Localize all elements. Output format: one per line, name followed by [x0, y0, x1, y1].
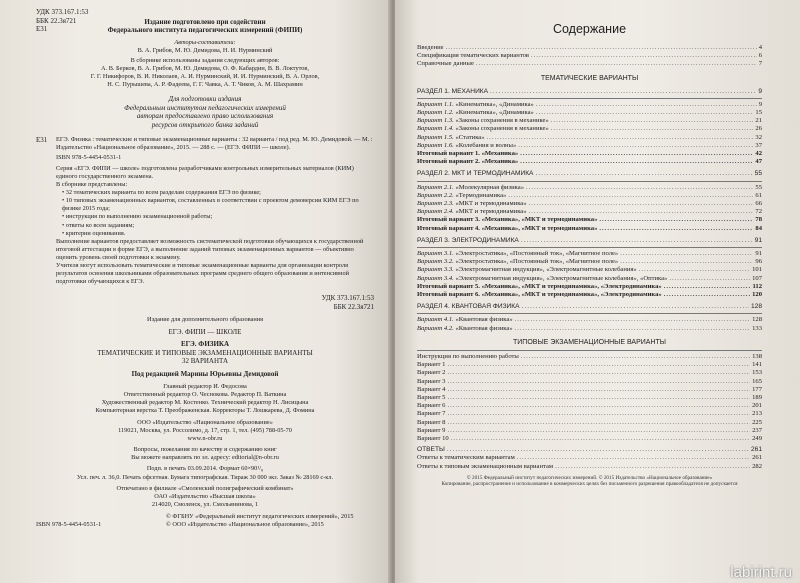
toc-leader-dots	[447, 361, 750, 369]
toc-row-text: «МКТ и термодинамика»	[455, 200, 527, 208]
bullet-5: • критерии оценивания.	[62, 229, 126, 237]
toc-row-text: Вариант 6	[417, 402, 446, 410]
toc-row-label	[417, 291, 662, 299]
authors-label: Авторы-составители:	[174, 38, 236, 46]
toc-variant-number: Вариант 1.1.	[417, 100, 454, 108]
toc-row-label	[417, 200, 527, 208]
toc-row-text: Вариант 9	[417, 426, 446, 434]
toc-row-text: Ответы к тематическим вариантам	[417, 454, 515, 462]
toc-page-number: 32	[755, 133, 762, 141]
toc-page-number: 225	[752, 418, 762, 426]
toc-row-text: «Квантовая физика»	[455, 324, 513, 332]
toc-leader-dots	[451, 435, 750, 443]
toc-row-label	[417, 192, 506, 200]
toc-row-label	[417, 454, 515, 462]
toc-row-label	[417, 44, 444, 52]
answers-page: 261	[750, 446, 762, 454]
toc-row-text: Итоговый вариант 5. «Механика», «МКТ и термодинамика», «Электродинамика»	[417, 282, 662, 290]
toc-typical-row	[417, 394, 762, 402]
left-page	[0, 0, 392, 583]
toc-leader-dots	[447, 419, 750, 427]
toc-row-label	[417, 258, 618, 266]
toc-row-label	[417, 250, 618, 258]
section-title: РАЗДЕЛ 4. КВАНТОВАЯ ФИЗИКА	[417, 303, 520, 311]
toc-row-label	[417, 386, 445, 394]
udk-bottom: УДК 373.167.1:53	[321, 294, 374, 303]
toc-row-text: Итоговый вариант 4. «Механика», «МКТ и термодинамика»	[417, 224, 598, 232]
toc-leader-dots	[551, 117, 754, 125]
toc-row-text: Спецификация тематических вариантов	[417, 52, 530, 60]
variants-count: 32 ВАРИАНТА	[181, 357, 229, 366]
toc-page-number: 165	[752, 377, 762, 385]
toc-page-number: 213	[752, 410, 762, 418]
toc-typical-row	[417, 369, 762, 377]
toc-row-text: «Термодинамика»	[455, 191, 507, 199]
toc-variant-row	[417, 325, 762, 333]
toc-row-text: Вариант 10	[417, 434, 449, 442]
editor: Под редакцией Марины Юрьевны Демидовой	[131, 369, 279, 378]
toc-row-label	[417, 125, 549, 133]
toc-row-text: Справочные данные	[417, 60, 474, 68]
toc-row-text: «Электростатика», «Постоянный ток», «Магнитное поле»	[455, 250, 619, 258]
section-rule	[417, 247, 762, 248]
toc-row-text: Итоговый вариант 2. «Механика»	[417, 158, 519, 166]
toc-row-label	[417, 325, 513, 333]
toc-leader-dots	[529, 208, 754, 216]
copyright-2: © ООО «Издательство «Национальное образование», 2015	[166, 520, 324, 528]
credits-3: Художественный редактор М. Костенко. Технический редактор Н. Лисицына	[101, 398, 309, 406]
toc-typical-row	[417, 427, 762, 435]
toc-typical-row	[417, 353, 762, 361]
toc-final-variant-row	[417, 283, 762, 291]
toc-page-number: 42	[755, 150, 762, 158]
bullet-2: • 10 типовых экзаменационных вариантов, составленных в соответствии с проектом демоверсии КИМ ЕГЭ по физике 2015 года;	[62, 197, 359, 213]
toc-leader-dots	[515, 325, 750, 333]
toc-answers-row	[417, 454, 762, 462]
toc-footer-2: Копирование, распространение и использование в коммерческих целях без письменного разрешения правообладателя не допускается	[441, 481, 738, 488]
toc-row-text: Итоговый вариант 1. «Механика»	[417, 150, 519, 158]
toc-leader-dots	[529, 200, 754, 208]
toc-row-label	[417, 427, 445, 435]
toc-final-variant-row	[417, 150, 762, 158]
toc-row-text: «Кинематика», «Динамика»	[455, 100, 534, 108]
toc-leader-dots	[536, 109, 754, 117]
toc-row-label	[417, 109, 534, 117]
toc-variant-number: Вариант 3.1.	[417, 250, 454, 258]
bullet-3: • инструкция по выполнению экзаменационной работы;	[62, 213, 213, 221]
toc-leader-dots	[536, 101, 757, 109]
toc-row-label	[417, 463, 553, 471]
toc-variant-number: Вариант 2.1.	[417, 183, 454, 191]
toc-leader-dots	[447, 427, 750, 435]
toc-leader-dots	[446, 44, 757, 52]
toc-page-number: 78	[755, 216, 762, 224]
toc-leader-dots	[639, 266, 750, 274]
book-subtitle: ТЕМАТИЧЕСКИЕ И ТИПОВЫЕ ЭКЗАМЕНАЦИОННЫЕ ВАРИАНТЫ	[97, 348, 313, 357]
toc-page-number: 21	[755, 117, 762, 125]
section-page: 128	[750, 303, 762, 311]
toc-leader-dots	[521, 237, 753, 245]
bullet-4: • ответы ко всем заданиям;	[62, 221, 135, 229]
toc-row-text: «Колебания и волны»	[455, 141, 517, 149]
toc-row-label	[417, 101, 534, 109]
toc-leader-dots	[487, 134, 754, 142]
prepared-line: Издание подготовлено при содействии	[144, 17, 266, 26]
publisher-3: www.n-obr.ru	[187, 435, 223, 443]
for-prep: Для подготовки издания	[168, 95, 242, 104]
toc-row-text: Инструкция по выполнению работы	[417, 352, 519, 360]
toc-row-label	[417, 419, 445, 427]
toc-page-number: 37	[755, 141, 762, 149]
series: ЕГЭ. ФИПИ — ШКОЛЕ	[168, 327, 242, 336]
toc-typical-row	[417, 402, 762, 410]
toc-row-label	[417, 402, 445, 410]
toc-variant-number: Вариант 1.6.	[417, 141, 454, 149]
toc-row-text: «МКТ и термодинамика»	[455, 208, 527, 216]
toc-row-label	[417, 225, 597, 233]
toc-intro-row	[417, 60, 762, 68]
toc-variant-number: Вариант 1.5.	[417, 133, 454, 141]
toc-row-label	[417, 216, 597, 224]
toc-leader-dots	[555, 463, 750, 471]
also-used: В сборнике использованы задания следующих авторов:	[130, 56, 280, 64]
toc-variant-row	[417, 109, 762, 117]
toc-leader-dots	[520, 150, 753, 158]
toc-page-number: 72	[755, 208, 762, 216]
italic-line-2: авторам предоставлено право использования	[136, 112, 274, 121]
toc-row-label	[417, 361, 445, 369]
bottom-imprint	[36, 513, 374, 529]
section-title: РАЗДЕЛ 1. МЕХАНИКА	[417, 87, 489, 95]
toc-leader-dots	[664, 283, 751, 291]
toc-row-text: «Кинематика», «Динамика»	[455, 109, 534, 117]
annotation-2: В сборнике представлены:	[56, 181, 128, 189]
toc-page-number: 96	[755, 258, 762, 266]
toc-leader-dots	[518, 142, 753, 150]
italic-line-3: ресурсов открытого банка заданий	[151, 121, 259, 130]
toc-page-number: 141	[752, 361, 762, 369]
toc-row-label	[417, 316, 513, 324]
toc-page-number: 7	[758, 60, 762, 68]
toc-page-number: 101	[752, 266, 762, 274]
toc-typical-row	[417, 361, 762, 369]
toc-leader-dots	[620, 250, 753, 258]
toc-typical-row	[417, 386, 762, 394]
toc-answers-row	[417, 463, 762, 471]
toc-variant-row	[417, 192, 762, 200]
toc-variant-number: Вариант 3.3.	[417, 266, 454, 274]
toc-page-number: 128	[752, 316, 762, 324]
toc-leader-dots	[447, 369, 750, 377]
toc-leader-dots	[515, 316, 750, 324]
toc-row-label	[417, 184, 524, 192]
toc-variant-number: Вариант 2.2.	[417, 191, 454, 199]
toc-variant-number: Вариант 2.4.	[417, 208, 454, 216]
toc-variant-row	[417, 258, 762, 266]
toc-page-number: 112	[752, 282, 762, 290]
copyright-1: © ФГБНУ «Федеральный институт педагогических измерений», 2015	[166, 512, 354, 520]
toc-row-text: «Электромагнитная индукция», «Электромагнитные колебания»	[455, 266, 637, 274]
printed-1: Отпечатано в филиале «Смоленский полиграфический комбинат»	[116, 484, 294, 492]
toc-row-label	[417, 410, 445, 418]
toc-leader-dots	[447, 402, 750, 410]
toc-variant-number: Вариант 1.3.	[417, 117, 454, 125]
toc-leader-dots	[508, 192, 753, 200]
publisher-2: 119021, Москва, ул. Россолимо, д. 17, стр. 1, тел. (495) 788-05-70	[118, 427, 292, 435]
toc-leader-dots	[476, 60, 757, 68]
toc-row-text: Вариант 7	[417, 410, 446, 418]
answers-title: ОТВЕТЫ	[417, 446, 445, 454]
toc-page-number: 66	[755, 200, 762, 208]
toc-variant-row	[417, 184, 762, 192]
toc-page-number: 61	[755, 191, 762, 199]
toc-footer-1: © 2015 Федеральный институт педагогических измерений. © 2015 Издательство «Национальное образование»	[466, 474, 713, 481]
toc-variant-number: Вариант 4.1.	[417, 316, 454, 324]
toc-row-text: Вариант 5	[417, 393, 446, 401]
section-rule	[417, 350, 762, 351]
toc-page-number: 177	[752, 385, 762, 393]
toc-row-label	[417, 150, 518, 158]
toc-leader-dots	[522, 303, 749, 311]
toc-variant-number: Вариант 3.2.	[417, 258, 454, 266]
toc-final-variant-row	[417, 291, 762, 299]
labirint-watermark: labirint.ru	[730, 564, 792, 581]
toc-row-label	[417, 353, 519, 361]
toc-page-number: 9	[758, 100, 762, 108]
credits-4: Компьютерная верстка Т. Преображенская. Корректоры Т. Лошкарева, Д. Фомина	[95, 406, 315, 414]
toc-row-text: «Статика»	[455, 133, 485, 141]
toc-leader-dots	[521, 353, 750, 361]
section-title-row	[417, 237, 762, 245]
toc-page-number: 133	[752, 324, 762, 332]
toc-leader-dots	[669, 275, 750, 283]
answers-title-row	[417, 446, 762, 454]
toc-row-text: «Законы сохранения в механике»	[455, 125, 549, 133]
toc-page-number: 201	[752, 402, 762, 410]
toc-variant-row	[417, 117, 762, 125]
table-of-contents	[417, 44, 762, 471]
annotation-1: Серия «ЕГЭ. ФИПИ — школе» подготовлена разработчиками контрольных измерительных материалов (КИМ) единого государственного экзамена.	[56, 164, 354, 180]
toc-leader-dots	[447, 394, 750, 402]
annotation-3: Выполнение вариантов предоставляет возможность систематической подготовки обучающихся к государственной итоговой аттестации в форме ЕГЭ, а выполнение заданий типовых экзаменационных вариантов — объективно оценить уровень своей подготовки к экзамену.	[56, 237, 364, 261]
toc-variant-row	[417, 101, 762, 109]
ege-desc: ЕГЭ. Физика : тематические и типовые экзаменационные варианты : 32 варианта / под ред. М. Ю. Демидовой. — М. : Издательство «Национальное образование», 2015. — 288 с. — (ЕГЭ. ФИПИ — школе).	[56, 135, 373, 151]
code-mid: Е31	[36, 135, 48, 144]
toc-page-number: 6	[758, 52, 762, 60]
toc-leader-dots	[535, 170, 752, 178]
isbn: ISBN 978-5-4454-0531-1	[56, 153, 122, 161]
toc-leader-dots	[517, 454, 750, 462]
feedback-1: Вопросы, пожелания по качеству и содержанию книг	[133, 446, 277, 454]
section-rule	[417, 98, 762, 99]
toc-variant-number: Вариант 1.2.	[417, 109, 454, 117]
section-title-row	[417, 88, 762, 96]
section-title: РАЗДЕЛ 3. ЭЛЕКТРОДИНАМИКА	[417, 236, 519, 244]
toc-final-variant-row	[417, 225, 762, 233]
toc-leader-dots	[599, 225, 753, 233]
toc-variant-row	[417, 250, 762, 258]
toc-variant-row	[417, 208, 762, 216]
toc-leader-dots	[551, 125, 754, 133]
toc-row-label	[417, 435, 449, 443]
toc-row-label	[417, 283, 662, 291]
toc-leader-dots	[520, 158, 753, 166]
toc-row-text: Вариант 2	[417, 369, 446, 377]
toc-typical-row	[417, 419, 762, 427]
toc-row-label	[417, 52, 529, 60]
section-page: 9	[758, 87, 762, 95]
toc-page-number: 282	[752, 462, 762, 470]
printed-3: 214020, Смоленск, ул. Смольянинова, 1	[151, 500, 259, 508]
toc-leader-dots	[531, 52, 757, 60]
toc-variant-row	[417, 316, 762, 324]
toc-page-number: 84	[755, 224, 762, 232]
book-title: ЕГЭ. ФИЗИКА	[180, 340, 230, 349]
toc-row-text: «Молекулярная физика»	[455, 183, 525, 191]
toc-page-number: 4	[758, 44, 762, 51]
italic-line-1: Федеральным институтом педагогических измерений	[124, 103, 286, 112]
section-title-row	[417, 303, 762, 311]
fipi-line: Федерального института педагогических измерений (ФИПИ)	[107, 26, 303, 35]
toc-variant-number: Вариант 2.3.	[417, 200, 454, 208]
bullet-1: • 32 тематических варианта по всем разделам содержания ЕГЭ по физике;	[62, 189, 261, 197]
toc-leader-dots	[526, 184, 753, 192]
toc-row-label	[417, 117, 549, 125]
toc-variant-row	[417, 125, 762, 133]
toc-typical-row	[417, 410, 762, 418]
feedback-2: Вы можете направлять по эл. адресу: editorial@n-obr.ru	[131, 454, 279, 462]
section-page: 55	[754, 170, 762, 178]
printed-2: ОАО «Издательство «Высшая школа»	[154, 492, 256, 500]
toc-page-number: 55	[755, 183, 762, 191]
toc-row-text: Вариант 1	[417, 361, 446, 369]
toc-row-text: «Законы сохранения в механике»	[455, 117, 549, 125]
section-page: 91	[754, 236, 762, 244]
toc-row-label	[417, 266, 637, 274]
thematic-header: ТЕМАТИЧЕСКИЕ ВАРИАНТЫ	[540, 74, 639, 82]
toc-variant-row	[417, 266, 762, 274]
publisher-1: ООО «Издательство «Национальное образование»	[137, 418, 273, 426]
toc-page-number: 237	[752, 426, 762, 434]
toc-row-text: Введение	[417, 44, 444, 51]
isbn-bottom: ISBN 978-5-4454-0531-1	[36, 520, 102, 528]
toc-row-text: Ответы к типовым экзаменационным вариантам	[417, 462, 554, 470]
toc-page-number: 91	[755, 250, 762, 258]
toc-leader-dots	[447, 410, 750, 418]
bbk-bottom: ББК 22.3я721	[333, 302, 374, 311]
toc-leader-dots	[447, 378, 750, 386]
toc-variant-number: Вариант 3.4.	[417, 274, 454, 282]
toc-title: Содержание	[552, 22, 627, 36]
credits-1: Главный редактор И. Федосова	[163, 382, 247, 390]
print-info: Усл. печ. л. 36,0. Печать офсетная. Бумага типографская. Тираж 30 000 экз. Заказ № 28169 с-кл.	[76, 473, 334, 481]
toc-row-label	[417, 208, 527, 216]
supplementary: Издание для дополнительного образования	[147, 315, 263, 323]
section-title-row	[417, 170, 762, 178]
toc-row-label	[417, 60, 474, 68]
section-rule	[417, 313, 762, 314]
toc-row-label	[417, 369, 445, 377]
toc-row-label	[417, 378, 445, 386]
toc-row-label	[417, 275, 667, 283]
toc-intro-row	[417, 44, 762, 52]
toc-row-label	[417, 142, 516, 150]
right-page	[395, 0, 800, 583]
toc-row-label	[417, 394, 445, 402]
toc-variant-number: Вариант 1.4.	[417, 125, 454, 133]
toc-page-number: 189	[752, 393, 762, 401]
catalog-entry	[36, 136, 374, 152]
toc-leader-dots	[599, 216, 753, 224]
toc-row-text: Вариант 4	[417, 385, 446, 393]
credits-2: Ответственный редактор О. Чеснокова. Редактор П. Ваткина	[123, 390, 287, 398]
toc-intro-row	[417, 52, 762, 60]
toc-page-number: 249	[752, 434, 762, 442]
authors-list-2: Г. Г. Никифоров, В. И. Николаев, А. И. Нурминский, И. И. Нурминский, В. А. Орлов,	[90, 73, 320, 81]
toc-row-text: «Квантовая физика»	[455, 316, 513, 324]
toc-leader-dots	[490, 88, 756, 96]
toc-typical-row	[417, 378, 762, 386]
toc-typical-row	[417, 435, 762, 443]
toc-variant-row	[417, 134, 762, 142]
typical-header: ТИПОВЫЕ ЭКЗАМЕНАЦИОННЫЕ ВАРИАНТЫ	[513, 338, 666, 346]
toc-row-label	[417, 134, 485, 142]
toc-final-variant-row	[417, 216, 762, 224]
toc-page-number: 107	[752, 274, 762, 282]
toc-leader-dots	[447, 446, 749, 454]
toc-leader-dots	[447, 386, 750, 394]
toc-page-number: 15	[755, 109, 762, 117]
toc-row-text: Итоговый вариант 3. «Механика», «МКТ и термодинамика»	[417, 216, 598, 224]
authors-list-1: А. В. Берков, В. А. Грибов, М. Ю. Демидова, О. Ф. Кабардин, В. В. Локтутов,	[101, 64, 309, 72]
toc-row-text: Вариант 3	[417, 377, 446, 385]
annotation-4: Учителя могут использовать тематические и типовые экзаменационные варианты для организации контроля результатов освоения школьниками образовательных программ среднего общего образования и интенсивной подготовки обучающихся к ЕГЭ.	[56, 262, 349, 286]
toc-variant-row	[417, 142, 762, 150]
toc-page-number: 26	[755, 125, 762, 133]
toc-variant-row	[417, 275, 762, 283]
signed-info: Подп. в печать 03.09.2014. Формат 60×90¹/₈	[146, 465, 264, 473]
toc-row-text: Вариант 8	[417, 418, 446, 426]
toc-row-text: «Электростатика», «Постоянный ток», «Магнитное поле»	[455, 258, 619, 266]
toc-leader-dots	[664, 291, 750, 299]
section-rule	[417, 181, 762, 182]
toc-final-variant-row	[417, 158, 762, 166]
toc-variant-row	[417, 200, 762, 208]
toc-page-number: 153	[752, 369, 762, 377]
section-title: РАЗДЕЛ 2. МКТ И ТЕРМОДИНАМИКА	[417, 170, 534, 178]
bbk-top: ББК 22.3я721	[36, 16, 77, 25]
copyright-block	[166, 513, 374, 529]
toc-row-text: «Электромагнитная индукция», «Электромагнитные колебания», «Оптика»	[455, 274, 668, 282]
authors: В. А. Грибов, М. Ю. Демидова, Н. И. Нурминский	[137, 46, 273, 54]
toc-variant-number: Вариант 4.2.	[417, 324, 454, 332]
toc-row-text: Итоговый вариант 6. «Механика», «МКТ и термодинамика», «Электродинамика»	[417, 291, 662, 299]
toc-page-number: 138	[752, 352, 762, 360]
toc-page-number: 120	[752, 291, 762, 299]
authors-list-3: Н. С. Пурышева, А. Р. Фадеева, Г. Г. Чавка, А. Т. Чиков, А. М. Шахрамин	[107, 81, 303, 89]
udk-top: УДК 373.167.1:53	[36, 8, 89, 16]
toc-page-number: 261	[752, 454, 762, 462]
code-top: Е31	[36, 25, 48, 33]
toc-page-number: 47	[755, 158, 762, 166]
toc-leader-dots	[620, 258, 753, 266]
toc-row-label	[417, 158, 518, 166]
